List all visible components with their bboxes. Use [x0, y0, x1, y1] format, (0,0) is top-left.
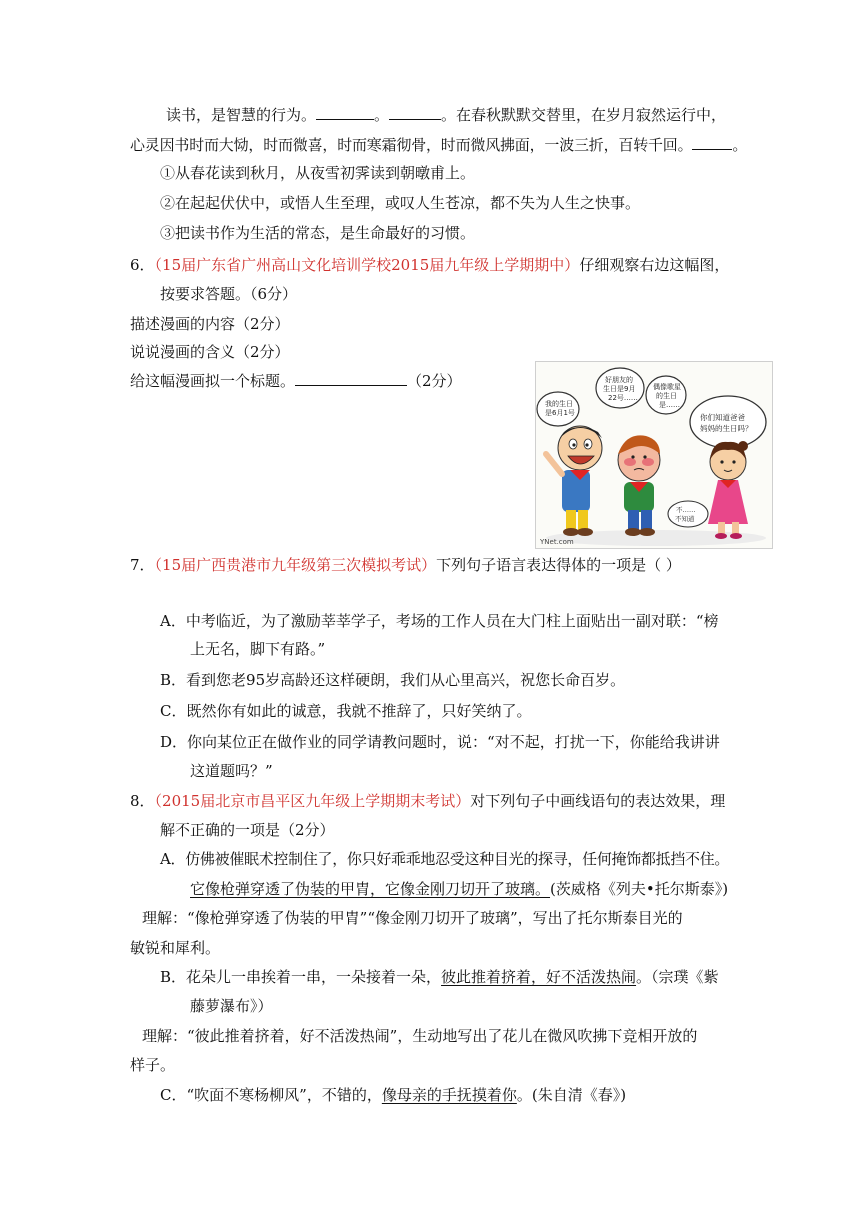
- question-number: 6．: [130, 256, 155, 274]
- q8-option-b-1: [160, 967, 719, 987]
- bubble-2-line-3: 22号……: [608, 394, 638, 402]
- question-source: （15届广东省广州高山文化培训学校2015届九年级上学期期中）: [154, 256, 580, 274]
- q6-heading: [130, 255, 729, 275]
- intro-text: 。在春秋默默交替里，在岁月寂然运行中，: [441, 106, 727, 124]
- intro-text: 。: [374, 106, 390, 124]
- q8-stem-cont: 解不正确的一项是（2分）: [160, 821, 335, 839]
- cartoon-illustration: [535, 361, 773, 549]
- bubble-3-line-3: 是……: [659, 401, 680, 409]
- bubble-1-line-1: 我的生日: [545, 400, 573, 408]
- intro-text: 读书，是智慧的行为。: [166, 106, 317, 124]
- question-source: （2015届北京市昌平区九年级上学期期末考试）: [154, 792, 471, 810]
- underlined-sentence: 像母亲的手抚摸着你: [381, 1086, 517, 1104]
- bubble-2-line-2: 生日是9月: [603, 385, 636, 393]
- q8-option-b-4: 样子。: [130, 1056, 176, 1074]
- question-number: 8．: [130, 792, 155, 810]
- bubble-1-line-2: 是6月1号: [545, 409, 575, 417]
- intro-line-1: [166, 105, 726, 125]
- intro-line-2: [130, 135, 747, 155]
- intro-text: 心灵因书时而大恸，时而微喜，时而寒霜彻骨，时而微风拂面，一波三折，百转千回。: [130, 136, 693, 154]
- q8-option-c-1: [160, 1085, 626, 1105]
- bubble-4-line-2: 妈妈的生日吗？: [700, 424, 753, 433]
- q6-sub3: [130, 371, 462, 391]
- cartoon-drawing: [536, 362, 772, 548]
- underlined-sentence: 它像枪弹穿透了伪装的甲胄，它像金刚刀切开了玻璃。: [190, 880, 551, 898]
- q8-option-a-4: 敏锐和犀利。: [130, 939, 221, 957]
- q6-stem-cont: 按要求答题。（6分）: [160, 285, 298, 303]
- q8-option-b-3: 理解：“彼此推着挤着，好不活泼热闹”，生动地写出了花儿在微风吹拂下竞相开放的: [142, 1027, 698, 1045]
- citation: (茨威格《列夫•托尔斯泰》): [550, 880, 729, 898]
- answer-blank: [316, 105, 374, 120]
- bubble-2-line-1: 好朋友的: [605, 376, 633, 384]
- q7-option-a-1: A．中考临近，为了激励莘莘学子，考场的工作人员在大门柱上面贴出一副对联：“榜: [160, 612, 719, 630]
- q7-option-d-1: D．你向某位正在做作业的同学请教问题时，说：“对不起，打扰一下，你能给我讲讲: [160, 733, 720, 751]
- bubble-5-line-2: 不知道: [675, 515, 695, 523]
- q6-sub2: 说说漫画的含义（2分）: [130, 343, 290, 361]
- q7-option-b: B．看到您老95岁高龄还这样硬朗，我们从心里高兴，祝您长命百岁。: [160, 671, 626, 689]
- question-stem: 下列句子语言表达得体的一项是（ ）: [436, 556, 681, 574]
- bubble-4-line-1: 你们知道爸爸: [700, 413, 745, 422]
- question-stem: 对下列句子中画线语句的表达效果，理: [470, 792, 726, 810]
- q8-option-a-3: 理解：“像枪弹穿透了伪装的甲胄”“像金刚刀切开了玻璃”，写出了托尔斯泰目光的: [142, 909, 683, 927]
- underlined-sentence: 彼此推着挤着，好不活泼热闹: [441, 968, 637, 986]
- intro-text: 。: [732, 136, 748, 154]
- q8-option-a-2: [190, 879, 728, 899]
- question-stem: 仔细观察右边这幅图，: [579, 256, 730, 274]
- answer-blank: [389, 105, 441, 120]
- q6-sub1: 描述漫画的内容（2分）: [130, 315, 290, 333]
- answer-blank: [295, 371, 407, 386]
- q6-sub3-score: （2分）: [407, 372, 462, 390]
- bubble-3-line-2: 的生日: [656, 392, 677, 400]
- question-source: （15届广西贵港市九年级第三次模拟考试）: [154, 556, 437, 574]
- option-text: C．“吹面不寒杨柳风”，不错的，: [160, 1086, 382, 1104]
- q7-option-c: C．既然你有如此的诚意，我就不推辞了，只好笑纳了。: [160, 702, 532, 720]
- intro-option-1: ①从春花读到秋月，从夜雪初霁读到朝暾甫上。: [160, 164, 476, 182]
- answer-blank: [692, 135, 732, 150]
- q7-heading: [130, 555, 681, 575]
- bubble-3-line-1: 偶像歌星: [653, 383, 681, 391]
- citation: 。（宗璞《紫: [636, 968, 719, 986]
- q8-option-b-2: 藤萝瀑布》）: [190, 997, 273, 1015]
- q6-sub3-text: 给这幅漫画拟一个标题。: [130, 372, 296, 390]
- q7-option-d-2: 这道题吗？”: [190, 762, 273, 780]
- option-text: B．花朵儿一串挨着一串，一朵接着一朵，: [160, 968, 442, 986]
- q8-heading: [130, 791, 725, 811]
- citation: 。(朱自清《春》): [516, 1086, 627, 1104]
- question-number: 7．: [130, 556, 155, 574]
- q7-option-a-2: 上无名，脚下有路。”: [190, 640, 326, 658]
- q8-option-a-1: A．仿佛被催眠术控制住了，你只好乖乖地忍受这种目光的探寻，任何掩饰都抵挡不住。: [160, 850, 730, 868]
- bubble-5-line-1: 不……: [676, 506, 696, 514]
- intro-option-3: ③把读书作为生活的常态，是生命最好的习惯。: [160, 224, 476, 242]
- intro-option-2: ②在起起伏伏中，或悟人生至理，或叹人生苍凉，都不失为人生之快事。: [160, 194, 641, 212]
- cartoon-watermark: YNet.com: [540, 538, 574, 546]
